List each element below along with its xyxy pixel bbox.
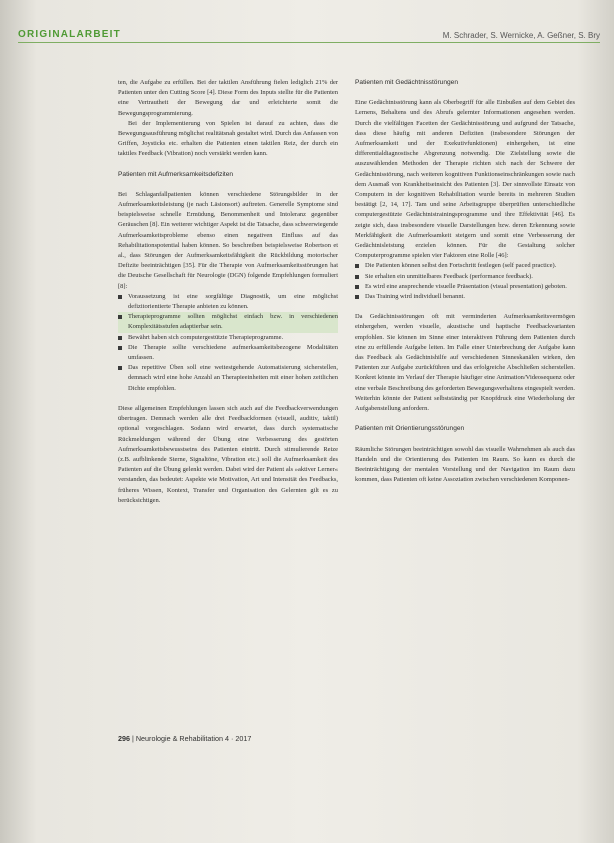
paragraph: Bei Schlaganfallpatienten können verschiedene Störungsbilder in der Aufmerksamkeitsleistung (je nach Läsionsort) auftreten. Generelle Symptome sind beispielsweise schnelle Ermüdung, Benommenheit und Intoleranz gegenüber Geräuschen [8]. Ein weiterer wichtiger Aspekt ist die Tatsache, dass schwerwiegende Aufmerksamkeitsprobleme ebenso einen negativen Einfluss auf das Rehabilitationspotential haben können. So beschreiben beispielsweise Robertson et al., dass Störungen der Aufmerksamkeitsfähigkeit die Rückbildung motorischer Defizite beeinträchtigen [35]. Für die Therapie von Aufmerksamkeitsstörungen hat die Deutsche Gesellschaft für Neurologie (DGN) folgende Empfehlungen formuliert [8]:	[118, 190, 338, 290]
paragraph: Räumliche Störungen beeinträchtigen sowohl das visuelle Wahrnehmen als auch das Handeln und die Orientierung des Patienten im Raum. So kann es durch die Beeinträchtigung der mentalen Vorstellung und der Navigation im Raum dazu kommen, dass Patienten oft keine Assoziation zwischen verschiedenen Komponen-	[355, 445, 575, 484]
right-column	[355, 78, 575, 485]
section-heading-attention: Patienten mit Aufmerksamkeitsdefiziten	[118, 170, 234, 178]
list-item: Therapieprogramme sollten möglichst einfach bzw. in verschiedenen Komplexitätsstufen adaptierbar sein.	[118, 312, 338, 332]
list-item: Sie erhalten ein unmittelbares Feedback (performance feedback).	[355, 272, 575, 282]
header-rule	[18, 42, 600, 43]
header-authors: M. Schrader, S. Wernicke, A. Geßner, S. Bry	[442, 31, 600, 40]
spacer	[355, 302, 575, 312]
list-item: Die Patienten können selbst den Fortschritt festlegen (self paced practice).	[355, 261, 575, 271]
factor-list	[355, 261, 575, 302]
left-column	[118, 78, 338, 506]
list-item: Bewährt haben sich computergestützte Therapieprogramme.	[118, 333, 338, 343]
journal-name: | Neurologie & Rehabilitation 4 · 2017	[132, 734, 252, 743]
spacer	[118, 394, 338, 404]
paragraph: ten, die Aufgabe zu erfüllen. Bei der taktilen Ansführung fielen lediglich 21% der Patienten unter den Cutting Score [4]. Diese Form des Inputs stellte für die Patienten eine Vertrautheit der Bewegung dar und erleichterte somit die Bewegungsprogrammierung.	[118, 79, 338, 117]
paragraph: Eine Gedächtnisstörung kann als Oberbegriff für alle Einbußen auf dem Gebiet des Lernens, Behaltens und des Abrufs gelernter Informationen angesehen werden. Durch die vielfältigen Facetten der Gedächtnisstörung und aufgrund der Tatsache, dass diese häufig mit anderen Defiziten (insbesondere Störungen der Aufmerksamkeit und der Exekutivfunktionen) einhergehen, ist eine differentialdiagnostische Abgrenzung notwendig. Die Zielstellung sowie die auszuwählenden Methoden der Therapie richten sich nach der Schwere der Gedächtnisstörung, nach weiteren kognitiven Funktionseinschränkungen sowie nach dem Ausmaß von Krankheitseinsicht des Patienten [3]. Der sinnvollste Einsatz von Computern in der kognitiven Rehabilitation wurde bereits in mehreren Studien bestätigt [2, 14, 17]. Tam und seine Arbeitsgruppe überprüften unterschiedliche computergestützte Gedächtnistrainingsprogramme und ihre Effektivität [46]. Es zeigte sich, dass insbesondere visuelle Darstellungen bzw. deren Erkennung sowie Merkfähigkeit die Aufmerksamkeit steigern und somit eine Verbesserung der Gedächtnisleistung erzielen können. Für die Gestaltung solcher Computerprogramme spielen vier Faktoren eine Rolle [46]:	[355, 99, 575, 260]
section-rubric: ORIGINALARBEIT	[18, 29, 121, 40]
paragraph: Da Gedächtnisstörungen oft mit verminderten Aufmerksamkeitsvermögen einhergehen, werden visuelle, akustische und haptische Feedbackvarianten empfohlen. Sie können im Sinne einer interaktiven Führung dem Patienten durch eine zu erfüllende Aufgabe leiten. Im Falle einer Unterbrechung der Aufgabe kann das Feedback als Gedächtnishilfe auf verschiedenen Sinneskanälen wirken, den Patienten zur Aufgabe zurückführen und das erfolgreiche Abschließen sicherstellen. Konkret könnte im Verlauf der Therapie häufiger eine Animation/Videosequenz oder eine verbale Beschreibung des geforderten Bewegungsverhaltens eingespielt werden. Weiterhin könnte der Patient selbstständig per Knopfdruck eine Wiederholung der Aufgabenstellung anfordern.	[355, 313, 575, 413]
recommendation-list	[118, 292, 338, 394]
paragraph: Diese allgemeinen Empfehlungen lassen sich auch auf die Feedbackverwendungen übertragen. Demnach werden alle drei Feedbackformen (visuell, auditiv, taktil) optional vorgeschlagen. Sodann wird erwartet, dass durch systematische Rückmeldungen während der Übung eine Verbesserung des gestörten Aufmerksamkeitsbewusstseins des Patienten eintritt. Durch stimulierende Reize (z.B. aufblinkende Sterne, Signaltöne, Vibration etc.) soll die Aufmerksamkeit des Patienten auf die Übung gelenkt werden. Dabei wird der Patient als »aktiver Lerner« verstanden, das bedeutet: Aspekte wie Motivation, Art und Intensität des Feedbacks, früheres Wissen, Kontext, Transfer und Organisation des Gelernten gilt es zu berücksichtigen.	[118, 404, 338, 504]
page-number: 296	[118, 734, 130, 743]
section-heading-memory: Patienten mit Gedächtnisstörungen	[355, 79, 458, 86]
paragraph: Bei der Implementierung von Spielen ist darauf zu achten, dass die Bewegungsausführung möglichst realitätsnah gestaltet wird. Durch das Anfassen von Griffen, Joysticks etc. erhalten die Patienten einen taktilen Reiz, der durch ein taktiles Feedback (Vibration) noch verstärkt werden kann.	[118, 119, 338, 158]
running-header	[18, 22, 600, 40]
list-item: Es wird eine ansprechende visuelle Präsentation (visual presentation) geboten.	[355, 282, 575, 292]
section-heading-orientation: Patienten mit Orientierungsstörungen	[355, 425, 465, 433]
list-item: Das Training wird individuell benannt.	[355, 292, 575, 302]
list-item: Die Therapie sollte verschiedene aufmerksamkeitsbezogene Modalitäten umfassen.	[118, 343, 338, 363]
page-footer	[118, 734, 251, 743]
list-item: Das repetitive Üben soll eine weitestgehende Automatisierung sicherstellen, demnach wird eine hohe Anzahl an Therapieeinheiten mit einer hohen zeitlichen Dichte empfohlen.	[118, 363, 338, 394]
list-item: Voraussetzung ist eine sorgfältige Diagnostik, um eine möglichst defizitorientierte Therapie anbieten zu können.	[118, 292, 338, 312]
